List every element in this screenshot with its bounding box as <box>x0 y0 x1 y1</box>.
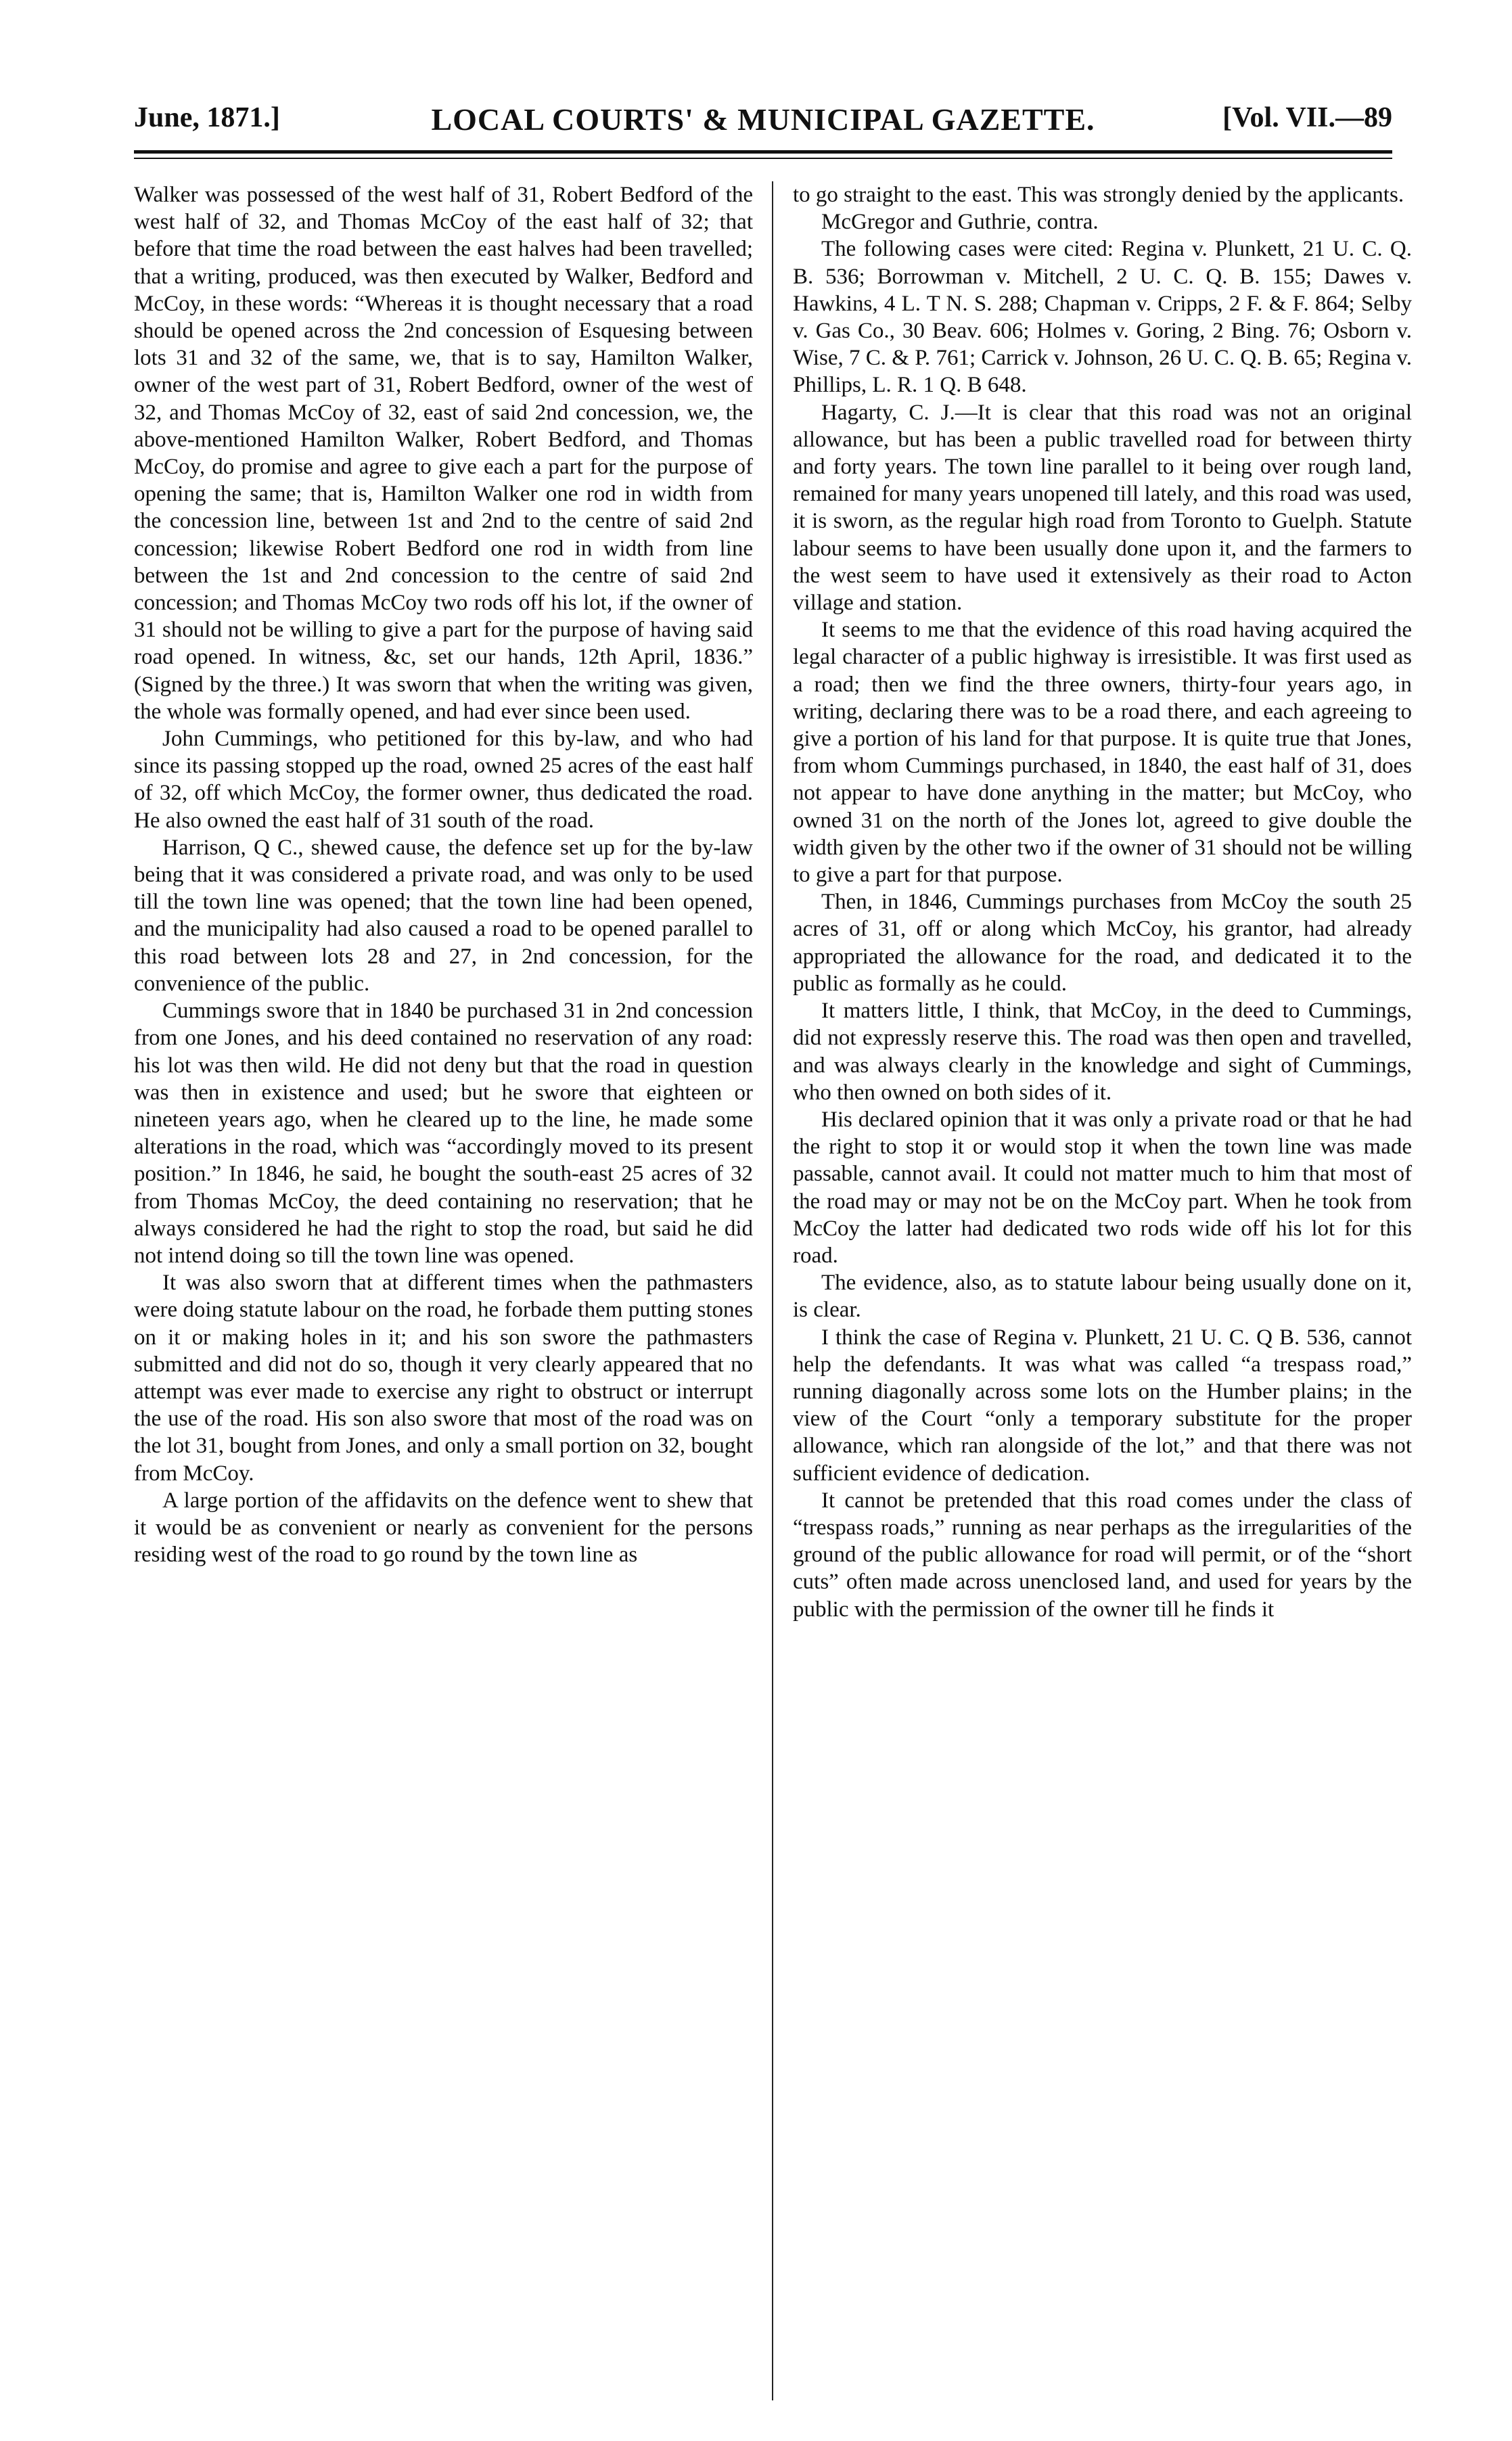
header-date: June, 1871.] <box>134 102 280 133</box>
right-paragraph: It seems to me that the evidence of this road having acquired the legal character of a public highway is irresistible. It was first used as a road; then we find the three owners, thirty-four years ago, in writing, declaring there was to be a road there, and each agreeing to give a portion of his land for that purpose. It is quite true that Jones, from whom Cummings purchased, in 1840, the east half of 31, does not appear to have done anything in the matter; but McCoy, who owned 31 on the north of the Jones lot, agreed to give double the width given by the other two if the owner of 31 should not be willing to give a part for that purpose. <box>793 618 1412 888</box>
right-paragraph: It matters little, I think, that McCoy, in the deed to Cummings, did not expressly reserve this. The road was then open and travelled, and was always clearly in the knowledge and sight of Cummings, who then owned on both sides of it. <box>793 999 1412 1105</box>
left-paragraph: Cummings swore that in 1840 be purchased 31 in 2nd concession from one Jones, and his deed contained no reservation of any road: his lot was then wild. He did not deny but that the road in question was then in existence and used; but he swore that eighteen or nineteen years ago, when he cleared up to the line, he made some alterations in the road, which was “accordingly moved to its present position.” In 1846, he said, he bought the south-east 25 acres of 32 from Thomas McCoy, the deed containing no reservation; that he always considered he had the right to stop the road, but said he did not intend doing so till the town line was opened. <box>134 999 753 1268</box>
right-paragraph: I think the case of Regina v. Plunkett, 21 U. C. Q B. 536, cannot help the defendants. It was what was called “a trespass road,” running diagonally across some lots on the Humber plains; in the view of the Court “only a temporary substitute for the proper allowance, which ran alongside of the lot,” and that there was not sufficient evidence of dedication. <box>793 1325 1412 1486</box>
right-paragraph: His declared opinion that it was only a private road or that he had the right to stop it or would stop it when the town line was made passable, cannot avail. It could not matter much to him that most of the road may or may not be on the McCoy part. When he took from McCoy the latter had dedicated two rods wide off his lot for this road. <box>793 1107 1412 1268</box>
right-paragraph: Then, in 1846, Cummings purchases from McCoy the south 25 acres of 31, off or along which McCoy, his grantor, had already appropriated the allowance for the road, and dedicated it to the public as formally as he could. <box>793 890 1412 996</box>
header-volume: [Vol. VII.—89 <box>1222 102 1392 133</box>
right-paragraph: It cannot be pretended that this road comes under the class of “trespass roads,” running as near perhaps as the irregularities of the ground of the public allowance for road will permit, or of the “short cuts” often made across unenclosed land, and used for years by the public with the permission of the owner till he finds it <box>793 1488 1412 1622</box>
page-header <box>134 101 1392 142</box>
left-column <box>134 181 753 2400</box>
right-paragraph: Hagarty, C. J.—It is clear that this road was not an original allowance, but has been a public travelled road for between thirty and forty years. The town line parallel to it being over rough land, remained for many years unopened till lately, and this road was used, it is sworn, as the regular high road from Toronto to Guelph. Statute labour seems to have been usually done upon it, and the farmers to the west seem to have used it extensively as their road to Acton village and station. <box>793 400 1412 616</box>
header-rule-thin <box>134 158 1392 159</box>
header-rule-thick <box>134 150 1392 154</box>
right-paragraph: The following cases were cited: Regina v. Plunkett, 21 U. C. Q. B. 536; Borrowman v. Mitchell, 2 U. C. Q. B. 155; Dawes v. Hawkins, 4 L. T N. S. 288; Chapman v. Cripps, 2 F. & F. 864; Selby v. Gas Co., 30 Beav. 606; Holmes v. Goring, 2 Bing. 76; Osborn v. Wise, 7 C. & P. 761; Carrick v. Johnson, 26 U. C. Q. B. 65; Regina v. Phillips, L. R. 1 Q. B 648. <box>793 237 1412 398</box>
right-paragraph: McGregor and Guthrie, contra. <box>821 210 1099 235</box>
right-column <box>793 181 1412 2400</box>
left-paragraph: John Cummings, who petitioned for this by-law, and who had since its passing stopped up the road, owned 25 acres of the east half of 32, off which McCoy, the former owner, thus dedicated the road. He also owned the east half of 31 south of the road. <box>134 727 753 833</box>
right-paragraph: The evidence, also, as to statute labour being usually done on it, is clear. <box>793 1271 1412 1323</box>
left-paragraph: It was also sworn that at different times when the pathmasters were doing statute labour on the road, he forbade them putting stones on it or making holes in it; and his son swore the pathmasters submitted and did not do so, though it very clearly appeared that no attempt was ever made to exercise any right to obstruct or interrupt the use of the road. His son also swore that most of the road was on the lot 31, bought from Jones, and only a small portion on 32, bought from McCoy. <box>134 1271 753 1486</box>
right-paragraph: to go straight to the east. This was strongly denied by the applicants. <box>793 183 1404 207</box>
column-divider <box>772 181 773 2400</box>
left-paragraph: A large portion of the affidavits on the defence went to shew that it would be as convenient or nearly as convenient for the persons residing west of the road to go round by the town line as <box>134 1488 753 1568</box>
left-paragraph: Walker was possessed of the west half of 31, Robert Bedford of the west half of 32, and Thomas McCoy of the east half of 32; that before that time the road between the east halves had been travelled; that a writing, produced, was then executed by Walker, Bedford and McCoy, in these words: “Whereas it is thought necessary that a road should be opened across the 2nd concession of Esquesing between lots 31 and 32 of the same, we, that is to say, Hamilton Walker, owner of the west part of 31, Robert Bedford, owner of the west of 32, and Thomas McCoy of 32, east of said 2nd concession, we, the above-mentioned Hamilton Walker, Robert Bedford, and Thomas McCoy, do promise and agree to give each a part for the purpose of opening the same; that is, Hamilton Walker one rod in width from the concession line, between 1st and 2nd to the centre of said 2nd concession; likewise Robert Bedford one rod in width from line between the 1st and 2nd concession to the centre of said 2nd concession; and Thomas McCoy two rods off his lot, if the owner of 31 should not be willing to give a part for the purpose of having said road opened. In witness, &c, set our hands, 12th April, 1836.” (Signed by the three.) It was sworn that when the writing was given, the whole was formally opened, and had ever since been used. <box>134 183 753 724</box>
header-title: LOCAL COURTS' & MUNICIPAL GAZETTE. <box>431 102 1095 137</box>
left-paragraph: Harrison, Q C., shewed cause, the defence set up for the by-law being that it was considered a private road, and was only to be used till the town line was opened; that the town line had been opened, and the municipality had also caused a road to be opened parallel to this road between lots 28 and 27, in 2nd concession, for the convenience of the public. <box>134 835 753 996</box>
